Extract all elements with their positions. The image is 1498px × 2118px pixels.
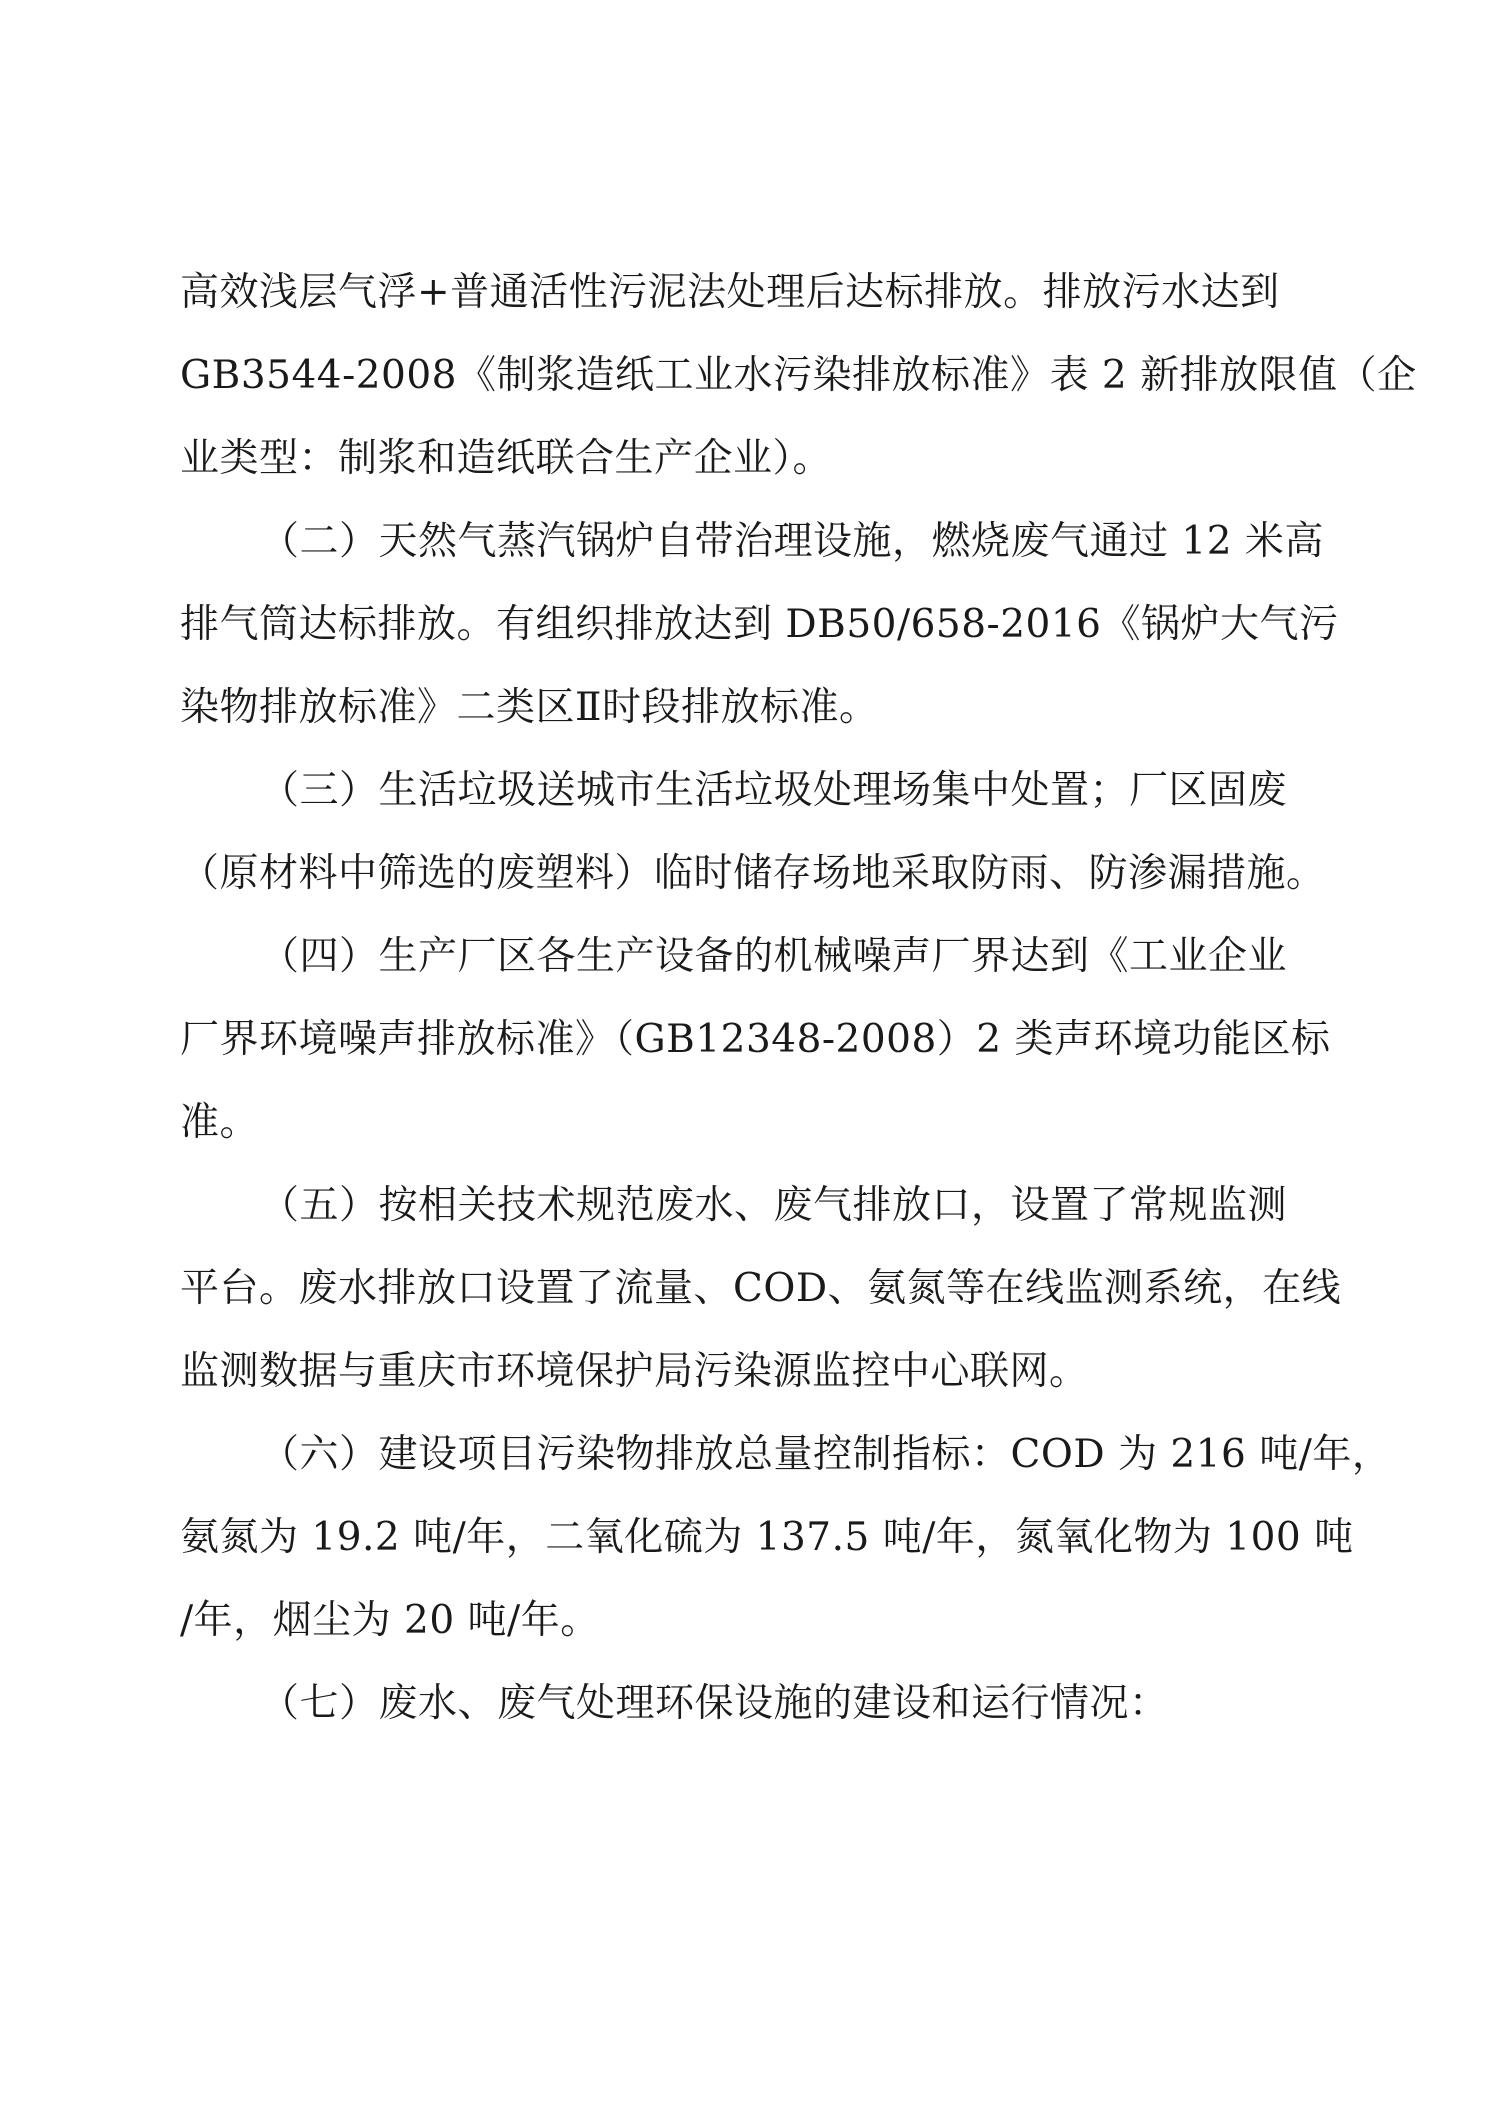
paragraph-first-line: （二）天然气蒸汽锅炉自带治理设施，燃烧废气通过 12 米高	[260, 519, 1324, 564]
text-line: 染物排放标准》二类区Ⅱ时段排放标准。	[180, 685, 879, 730]
paragraph-first-line: （七）废水、废气处理环保设施的建设和运行情况：	[260, 1681, 1169, 1726]
text-line: （原材料中筛选的废塑料）临时储存场地采取防雨、防渗漏措施。	[180, 851, 1326, 896]
text-line: 业类型：制浆和造纸联合生产企业）。	[180, 436, 833, 481]
paragraph-first-line: （五）按相关技术规范废水、废气排放口，设置了常规监测	[260, 1183, 1288, 1228]
text-line: 高效浅层气浮+普通活性污泥法处理后达标排放。排放污水达到	[180, 270, 1280, 315]
paragraph-first-line: （三）生活垃圾送城市生活垃圾处理场集中处置；厂区固废	[260, 768, 1288, 813]
text-line: 排气筒达标排放。有组织排放达到 DB50/658-2016《锅炉大气污	[180, 602, 1339, 647]
text-line: 氨氮为 19.2 吨/年，二氧化硫为 137.5 吨/年，氮氧化物为 100 吨	[180, 1515, 1354, 1560]
text-line: /年，烟尘为 20 吨/年。	[180, 1598, 600, 1643]
text-line: GB3544-2008《制浆造纸工业水污染排放标准》表 2 新排放限值（企	[180, 353, 1417, 398]
text-line: 监测数据与重庆市环境保护局污染源监控中心联网。	[180, 1349, 1089, 1394]
paragraph-first-line: （六）建设项目污染物排放总量控制指标：COD 为 216 吨/年，	[260, 1432, 1392, 1477]
text-line: 平台。废水排放口设置了流量、COD、氨氮等在线监测系统，在线	[180, 1266, 1342, 1311]
text-line: 准。	[180, 1100, 260, 1145]
paragraph-first-line: （四）生产厂区各生产设备的机械噪声厂界达到《工业企业	[260, 934, 1288, 979]
text-line: 厂界环境噪声排放标准》（GB12348-2008）2 类声环境功能区标	[180, 1017, 1331, 1062]
